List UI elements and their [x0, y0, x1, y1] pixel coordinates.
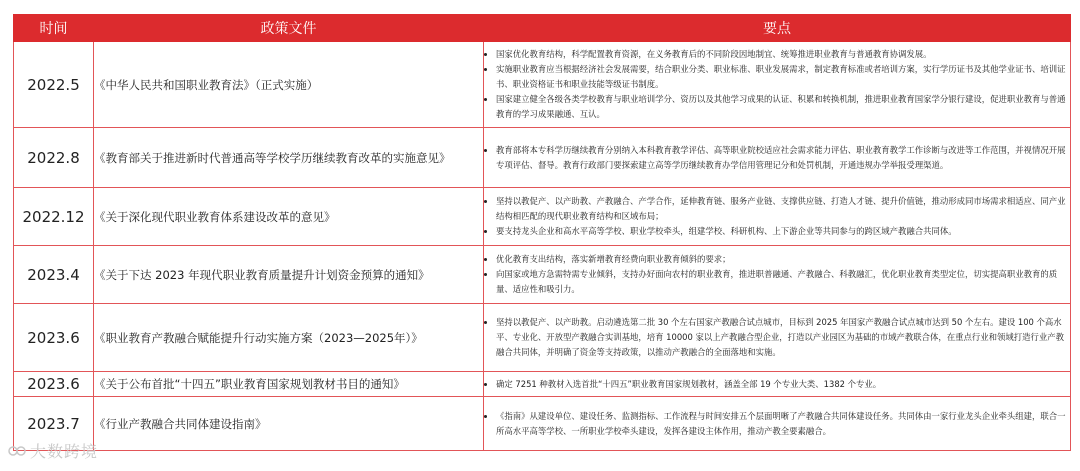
- table-header-row: [14, 15, 1071, 42]
- header-date: 时间: [14, 15, 94, 42]
- watermark: [8, 439, 98, 462]
- row-key-points: [484, 128, 1071, 188]
- key-point-item: • 实施职业教育应当根据经济社会发展需要，结合职业分类、职业标准、职业发展需求，制定教育标准或者培训方案，实行学历证书及其他学业证书、培训证书、职业资格证书和职业技能等级证书制度。: [496, 62, 1070, 92]
- row-key-points: [484, 372, 1071, 397]
- key-point-item: • 国家建立健全各级各类学校教育与职业培训学分、资历以及其他学习成果的认证、积累和转换机制，推进职业教育国家学分银行建设，促进职业教育与普通教育的学习成果融通、互认。: [496, 92, 1070, 122]
- key-point-list: [484, 377, 1070, 392]
- row-key-points: [484, 397, 1071, 451]
- key-point-list: [484, 47, 1070, 122]
- row-document: 《中华人民共和国职业教育法》（正式实施）: [94, 42, 484, 128]
- key-point-item: • 教育部将本专科学历继续教育分别纳入本科教育教学评估、高等职业院校适应社会需求能力评估、职业教育教学工作诊断与改进等工作范围，并视情况开展专项评估、督导。教育行政部门要探索建立高等学历继续教育办学信用管理记分和处罚机制，开通违规办学举报受理渠道。: [496, 143, 1070, 173]
- table-row: [14, 42, 1071, 128]
- row-document: 《关于下达 2023 年现代职业教育质量提升计划资金预算的通知》: [94, 246, 484, 304]
- key-point-item: • 优化教育支出结构，落实新增教育经费向职业教育倾斜的要求；: [496, 252, 1070, 267]
- row-key-points: [484, 304, 1071, 372]
- row-document: 《关于公布首批“十四五”职业教育国家规划教材书目的通知》: [94, 372, 484, 397]
- row-date: 2023.6: [14, 372, 94, 397]
- key-point-list: [484, 315, 1070, 360]
- table-row: [14, 188, 1071, 246]
- row-document: 《行业产教融合共同体建设指南》: [94, 397, 484, 451]
- row-date: 2023.4: [14, 246, 94, 304]
- row-date: 2023.6: [14, 304, 94, 372]
- row-document: 《关于深化现代职业教育体系建设改革的意见》: [94, 188, 484, 246]
- key-point-item: • 确定 7251 种教材入选首批“十四五”职业教育国家规划教材，涵盖全部 19 个专业大类、1382 个专业。: [496, 377, 1070, 392]
- key-point-item: • 国家优化教育结构，科学配置教育资源，在义务教育后的不同阶段因地制宜、统筹推进职业教育与普通教育协调发展。: [496, 47, 1070, 62]
- table-row: [14, 372, 1071, 397]
- key-point-item: • 要支持龙头企业和高水平高等学校、职业学校牵头，组建学校、科研机构、上下游企业等共同参与的跨区域产教融合共同体。: [496, 224, 1070, 239]
- header-doc: 政策文件: [94, 15, 484, 42]
- table-row: [14, 397, 1071, 451]
- key-point-item: • 坚持以教促产、以产助教、产教融合、产学合作，延伸教育链、服务产业链、支撑供应链、打造人才链、提升价值链，推动形成同市场需求相适应、同产业结构相匹配的现代职业教育结构和区域布局；: [496, 194, 1070, 224]
- logo-icon: [8, 444, 26, 458]
- key-point-list: [484, 409, 1070, 439]
- row-date: 2022.12: [14, 188, 94, 246]
- row-date: 2022.8: [14, 128, 94, 188]
- row-date: 2023.7: [14, 397, 94, 451]
- policy-table: [13, 14, 1071, 451]
- table-row: [14, 246, 1071, 304]
- header-points: 要点: [484, 15, 1071, 42]
- table-row: [14, 128, 1071, 188]
- key-point-item: • 坚持以教促产、以产助教。启动遴选第二批 30 个左右国家产教融合试点城市，目标到 2025 年国家产教融合试点城市达到 50 个左右。建设 100 个高水平、专业化、开放型产教融合实训基地，培育 10000 家以上产教融合型企业，打造以产业园区为基础的市域产教联合体，在重点行业和领域打造行业产教融合共同体，并明确了资金等支持政策，以推动产教融合的全面落地和实施。: [496, 315, 1070, 360]
- key-point-list: [484, 143, 1070, 173]
- row-document: 《职业教育产教融合赋能提升行动实施方案（2023—2025年）》: [94, 304, 484, 372]
- row-key-points: [484, 246, 1071, 304]
- table-row: [14, 304, 1071, 372]
- key-point-item: • 向国家或地方急需特需专业倾斜，支持办好面向农村的职业教育，推进职普融通、产教融合、科教融汇，优化职业教育类型定位，切实提高职业教育的质量、适应性和吸引力。: [496, 267, 1070, 297]
- row-key-points: [484, 188, 1071, 246]
- row-date: 2022.5: [14, 42, 94, 128]
- watermark-text: 大数跨境: [30, 442, 99, 461]
- key-point-list: [484, 194, 1070, 239]
- row-document: 《教育部关于推进新时代普通高等学校学历继续教育改革的实施意见》: [94, 128, 484, 188]
- key-point-list: [484, 252, 1070, 297]
- key-point-item: • 《指南》从建设单位、建设任务、监测指标、工作流程与时间安排五个层面明晰了产教融合共同体建设任务。共同体由一家行业龙头企业牵头组建，联合一所高水平高等学校、一所职业学校牵头建设，发挥各建设主体作用，推动产教全要素融合。: [496, 409, 1070, 439]
- row-key-points: [484, 42, 1071, 128]
